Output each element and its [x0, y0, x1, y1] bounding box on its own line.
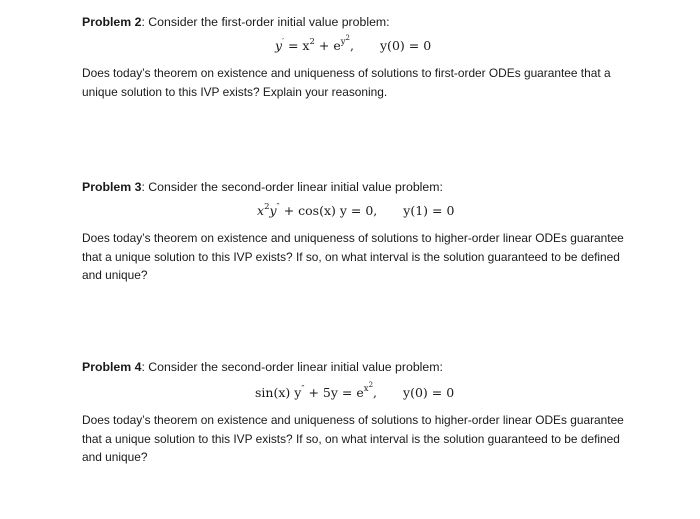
problem-4: [82, 359, 642, 467]
eq3-rest: + cos(x) y = 0,: [279, 203, 378, 218]
problem-2-heading: [82, 14, 642, 30]
eq2-rhs-b-exp: [340, 34, 351, 47]
eq3-condition: y(1) = 0: [403, 203, 455, 218]
eq4-rest: + 5y = e: [304, 385, 364, 400]
problem-3-intro: : Consider the second-order linear initial value problem:: [141, 180, 443, 194]
problem-2-question: Does today’s theorem on existence and uniqueness of solutions to first-order ODEs guarantee that a unique solution to this IVP exists? Explain your reasoning.: [82, 66, 611, 99]
problem-3: [82, 179, 642, 285]
eq4-exp-base: x: [363, 384, 369, 394]
eq2-rhs-a-exp: 2: [309, 37, 315, 47]
problem-2-intro: : Consider the first-order initial value problem:: [141, 15, 390, 29]
problem-4-question: Does today’s theorem on existence and uniqueness of solutions to higher-order linear ODEs guarantee that a unique solution to this IVP exists? If so, on what interval is the solution guaranteed to be defined and unique?: [82, 413, 624, 464]
eq4-exp: [363, 381, 374, 394]
eq3-lhs-a-exp: 2: [264, 202, 270, 212]
eq2-tail: ,: [350, 38, 354, 53]
problem-3-question: Does today’s theorem on existence and uniqueness of solutions to higher-order linear ODEs guarantee that a unique solution to this IVP exists? If so, on what interval is the solution guaranteed to be defined and unique?: [82, 231, 624, 282]
eq2-rhs-b-exp-base: y: [340, 37, 346, 47]
eq2-prime: ′: [282, 37, 284, 47]
problem-4-equation: [82, 381, 642, 402]
eq2-rhs-b-exp-exp: 2: [345, 34, 351, 42]
eq3-lhs-b: y: [269, 203, 277, 218]
eq4-tail: ,: [373, 385, 378, 400]
eq2-condition: y(0) = 0: [380, 38, 432, 53]
eq4-exp-exp: 2: [368, 381, 374, 389]
problem-3-label: Problem 3: [82, 180, 142, 194]
eq2-rhs-a: = x: [284, 38, 310, 53]
problem-4-label: Problem 4: [82, 360, 142, 374]
problem-2: [82, 14, 642, 101]
problem-3-equation: [82, 202, 642, 220]
eq4-lhs-prime: ″: [301, 384, 305, 394]
problem-3-heading: [82, 179, 642, 195]
eq2-rhs-b: + e: [314, 38, 341, 53]
eq4-lhs: sin(x) y: [255, 385, 302, 400]
eq4-condition: y(0) = 0: [403, 385, 455, 400]
problem-2-equation: [82, 34, 642, 55]
eq2-lhs: y: [275, 38, 283, 53]
eq3-lhs-a: x: [257, 203, 265, 218]
problem-2-label: Problem 2: [82, 15, 142, 29]
problem-4-heading: [82, 359, 642, 375]
eq3-lhs-b-prime: ″: [276, 202, 280, 212]
problem-4-intro: : Consider the second-order linear initial value problem:: [141, 360, 443, 374]
